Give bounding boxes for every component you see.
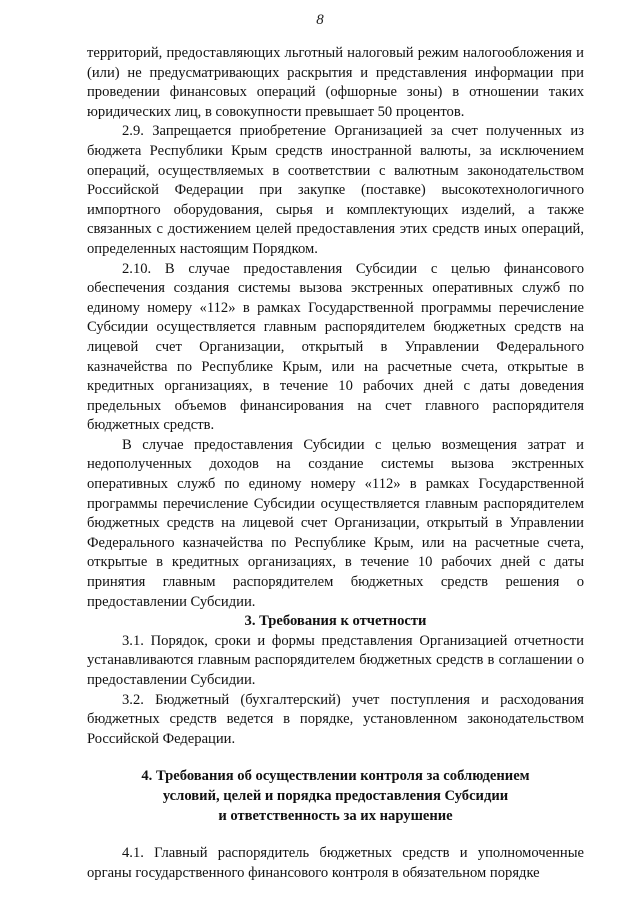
paragraph-2-10-continued: В случае предоставления Субсидии с целью возмещения затрат и недополученных доходов на создание системы вызова экстренных оперативных служб по единому номеру «112» в рамках Государственной программы перечисление Субсидии осуществляется главным распорядителем бюджетных средств на лицевой счет Организации, открытый в Управлении Федерального казначейства по Республике Крым, или на расчетные счета, открытые в кредитных организациях, в течение 10 рабочих дней с даты принятия главным распорядителем бюджетных средств решения о предоставлении Субсидии. bbox=[87, 436, 584, 610]
page-number: 8 bbox=[316, 12, 324, 28]
paragraph-continuation: территорий, предоставляющих льготный налоговый режим налогообложения и (или) не предусматривающих раскрытия и представления информации при проведении финансовых операций (офшорные зоны) в отношении таких юридических лиц, в совокупности превышает 50 процентов. bbox=[87, 45, 584, 120]
paragraph-3-1: 3.1. Порядок, сроки и формы представления Организацией отчетности устанавливаются главным распорядителем бюджетных средств в соглашении о предоставлении Субсидии. bbox=[87, 632, 584, 688]
section-4-heading-line: и ответственность за их нарушение bbox=[218, 807, 453, 824]
paragraph-2-10: 2.10. В случае предоставления Субсидии с целью финансового обеспечения создания системы вызова экстренных оперативных служб по единому номеру «112» в рамках Государственной программы перечисление Субсидии осуществляется главным распорядителем бюджетных средств на лицевой счет Организации, открытый в Управлении Федерального казначейства по Республике Крым, или на расчетные счета, открытые в кредитных организациях, в течение 10 рабочих дней с даты доведения предельных объемов финансирования на счет главного распорядителя бюджетных средств. bbox=[87, 260, 584, 434]
section-4-heading-line: условий, целей и порядка предоставления Субсидии bbox=[162, 787, 509, 804]
document-body bbox=[87, 44, 584, 883]
paragraph-2-9: 2.9. Запрещается приобретение Организацией за счет полученных из бюджета Республики Крым средств иностранной валюты, за исключением операций, осуществляемых в соответствии с валютным законодательством Российской Федерации при закупке (поставке) высокотехнологичного импортного оборудования, сырья и комплектующих изделий, а также связанных с достижением целей предоставления этих средств иных операций, определенных настоящим Порядком. bbox=[87, 123, 584, 257]
section-4-heading bbox=[87, 767, 584, 826]
paragraph-3-2: 3.2. Бюджетный (бухгалтерский) учет поступления и расходования бюджетных средств ведется в порядке, установленном законодательством Российской Федерации. bbox=[87, 691, 584, 747]
paragraph-4-1: 4.1. Главный распорядитель бюджетных средств и уполномоченные органы государственного финансового контроля в обязательном порядке bbox=[87, 845, 584, 881]
section-4-heading-line: 4. Требования об осуществлении контроля за соблюдением bbox=[141, 768, 530, 785]
section-3-heading: 3. Требования к отчетности bbox=[244, 613, 427, 630]
